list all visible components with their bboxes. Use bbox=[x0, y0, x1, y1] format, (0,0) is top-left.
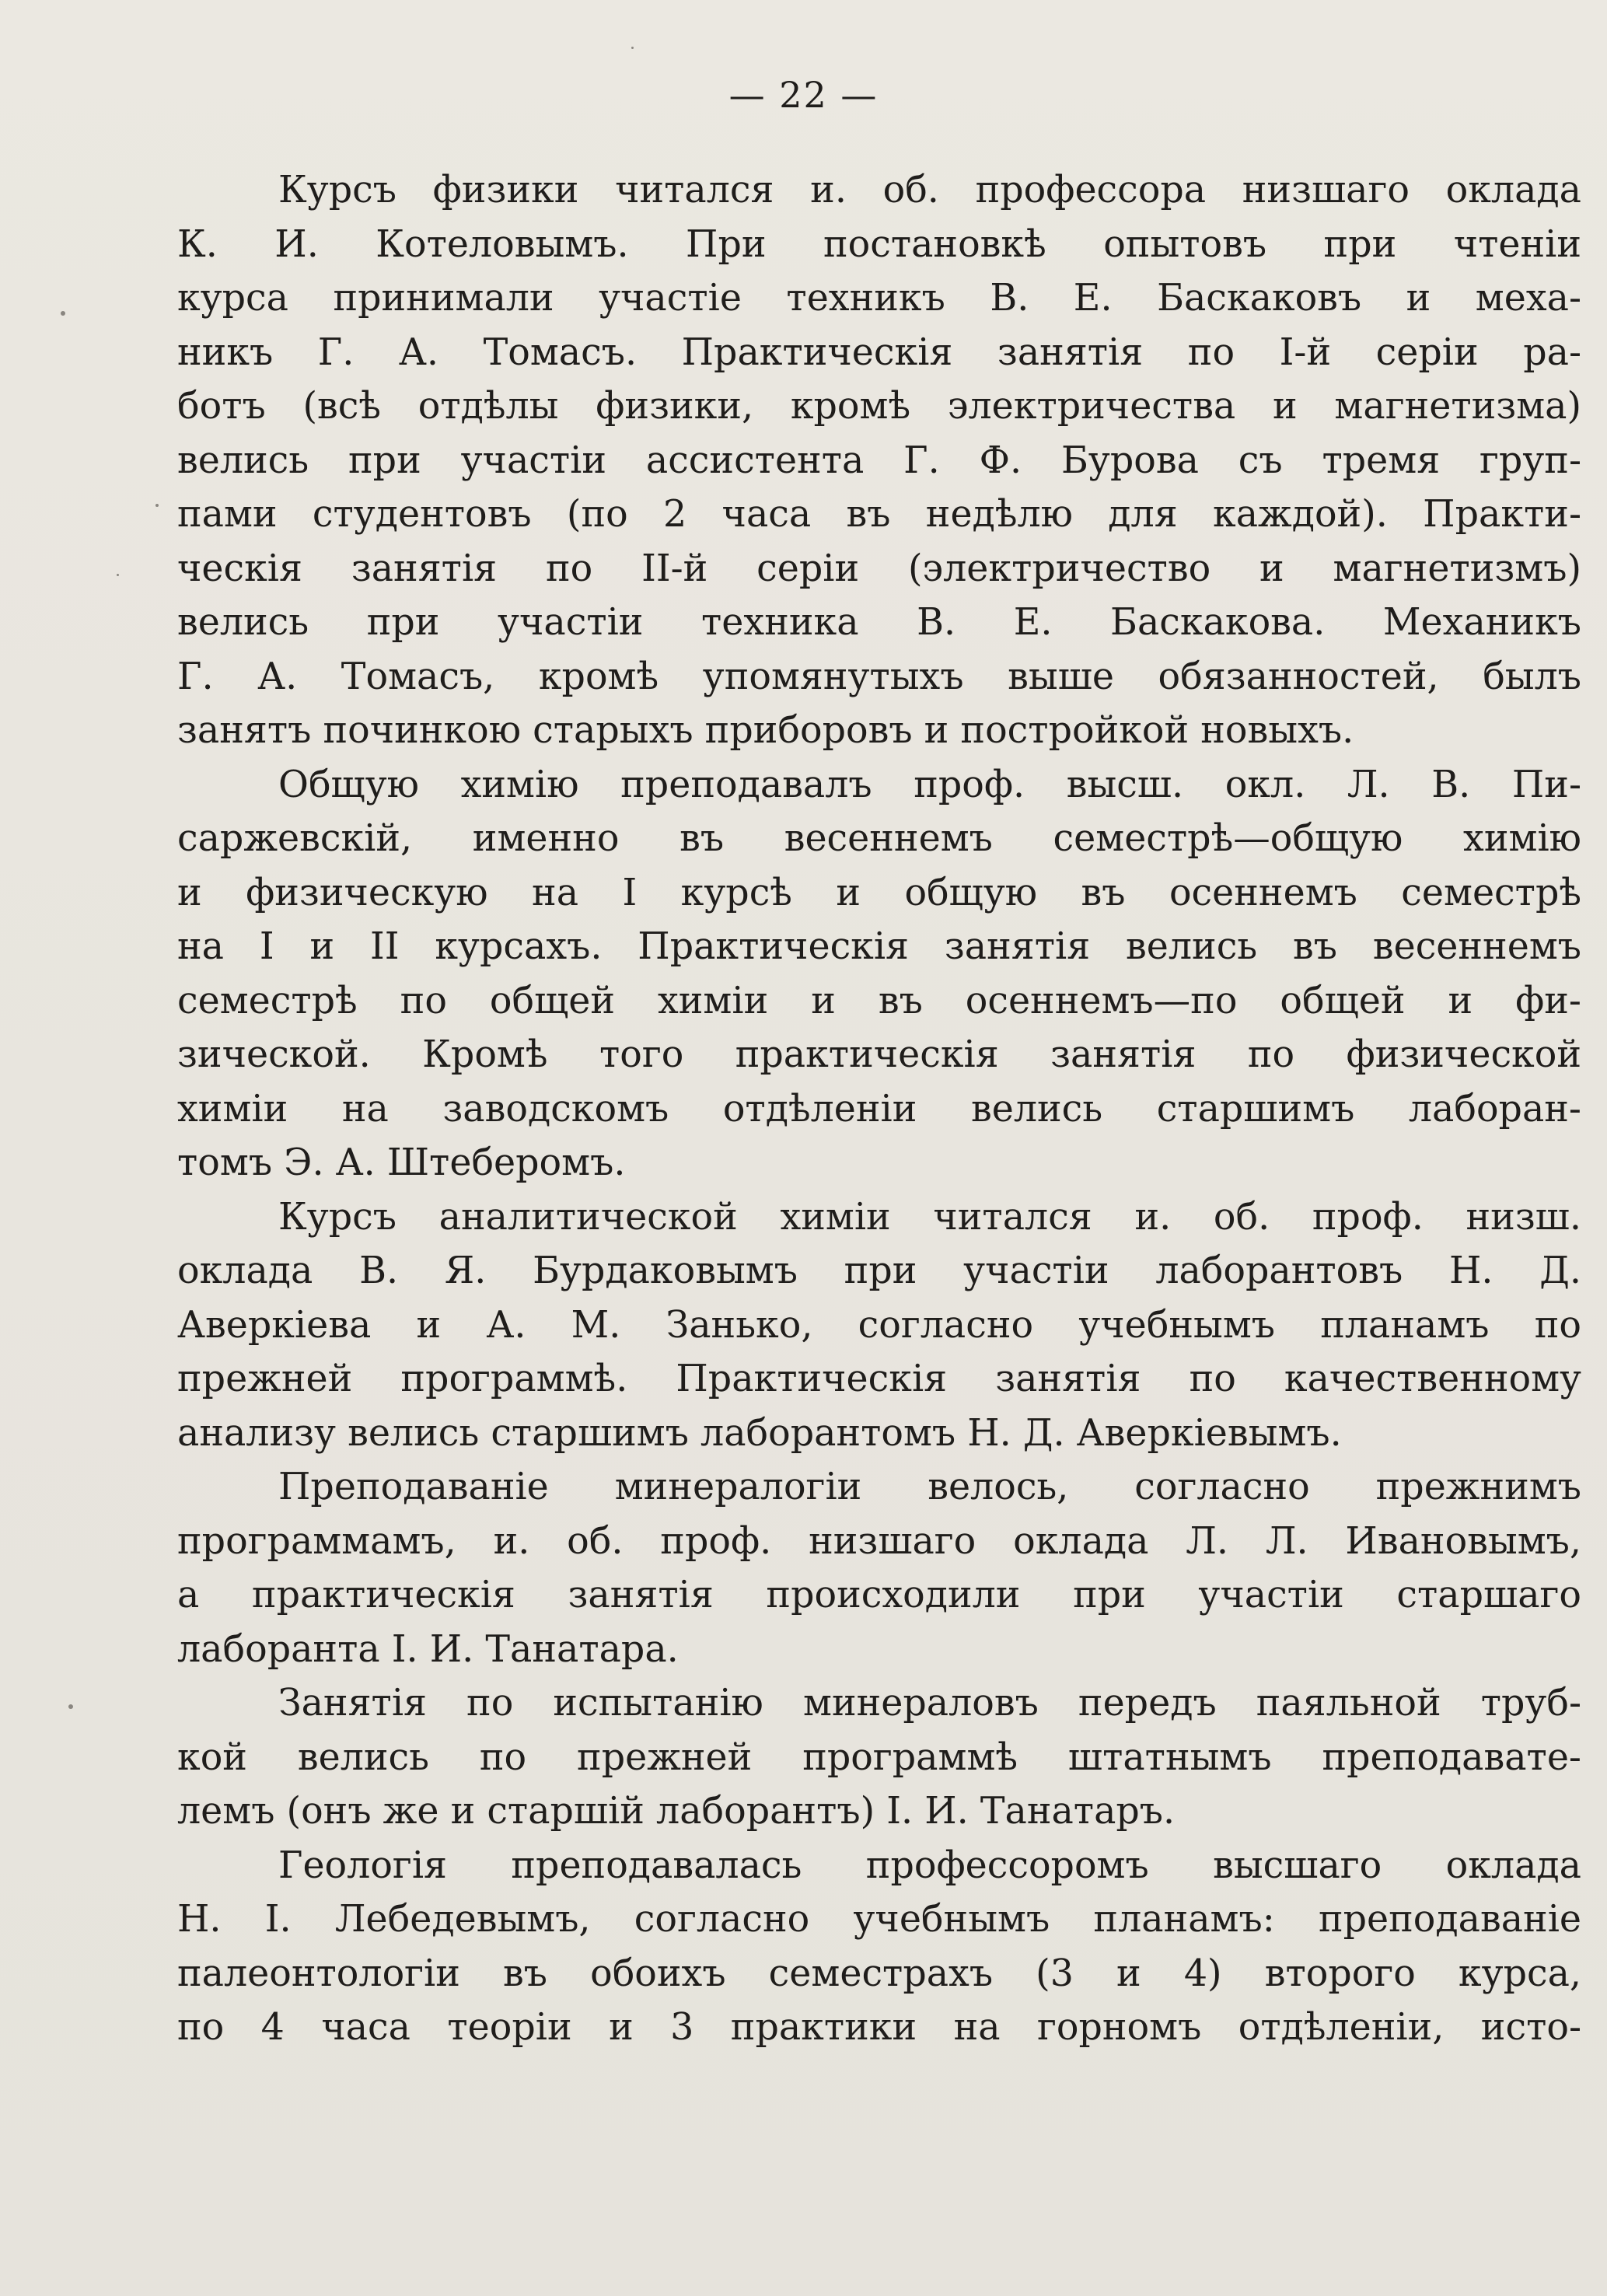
page-number: — 22 — bbox=[728, 74, 879, 116]
paper-speck bbox=[631, 47, 634, 49]
text-line: велись при участіи техника В. Е. Баскакова. Механикъ bbox=[177, 601, 1581, 644]
text-line: Курсъ физики читался и. об. профессора низшаго оклада bbox=[278, 169, 1581, 211]
text-line: Геологія преподавалась профессоромъ высшаго оклада bbox=[278, 1843, 1581, 1887]
text-line: никъ Г. А. Томасъ. Практическія занятія по I-й серіи ра- bbox=[177, 330, 1581, 374]
paragraph-analytical-chemistry bbox=[177, 1190, 1581, 1461]
text-line: Н. I. Лебедевымъ, согласно учебнымъ планамъ: преподаваніе bbox=[177, 1898, 1581, 1941]
text-line: кой велись по прежней программѣ штатнымъ преподавате- bbox=[177, 1735, 1581, 1779]
text-line: Общую химію преподавалъ проф. высш. окл. Л. В. Пи- bbox=[278, 763, 1581, 806]
text-line: ботъ (всѣ отдѣлы физики, кромѣ электричества и магнетизма) bbox=[177, 385, 1581, 428]
text-line: Г. А. Томасъ, кромѣ упомянутыхъ выше обязанностей, былъ bbox=[177, 655, 1581, 698]
paragraph-physics bbox=[177, 163, 1581, 758]
text-line: велись при участіи ассистента Г. Ф. Бурова съ тремя груп- bbox=[177, 439, 1581, 482]
text-line: лемъ (онъ же и старшій лаборантъ) I. И. Танатаръ. bbox=[177, 1790, 1176, 1833]
text-line: химіи на заводскомъ отдѣленіи велись старшимъ лаборан- bbox=[177, 1087, 1581, 1131]
text-line: палеонтологіи въ обоихъ семестрахъ (3 и 4) второго курса, bbox=[177, 1952, 1581, 1995]
text-line: на I и II курсахъ. Практическія занятія велись въ весеннемъ bbox=[177, 925, 1581, 968]
text-line: зической. Кромѣ того практическія занятія по физической bbox=[177, 1033, 1581, 1076]
text-line: а практическія занятія происходили при участіи старшаго bbox=[177, 1574, 1581, 1616]
text-line: оклада В. Я. Бурдаковымъ при участіи лаборантовъ Н. Д. bbox=[177, 1249, 1581, 1292]
paper-speck bbox=[155, 504, 159, 507]
text-line: и физическую на I курсѣ и общую въ осеннемъ семестрѣ bbox=[177, 871, 1581, 914]
text-line: Курсъ аналитической химіи читался и. об. проф. низш. bbox=[278, 1195, 1581, 1239]
text-line: пами студентовъ (по 2 часа въ недѣлю для каждой). Практи- bbox=[177, 493, 1581, 536]
text-line: прежней программѣ. Практическія занятія по качественному bbox=[177, 1358, 1581, 1400]
paragraph-geology bbox=[177, 1839, 1581, 2055]
text-line: Аверкіева и А. М. Занько, согласно учебнымъ планамъ по bbox=[177, 1303, 1581, 1347]
paragraph-blowpipe bbox=[177, 1676, 1581, 1839]
paragraph-general-chemistry bbox=[177, 758, 1581, 1190]
text-line: семестрѣ по общей химіи и въ осеннемъ—по общей и фи- bbox=[177, 979, 1581, 1022]
text-line: саржевскій, именно въ весеннемъ семестрѣ—общую химію bbox=[177, 817, 1581, 860]
text-line: ческія занятія по II-й серіи (электричество и магнетизмъ) bbox=[177, 547, 1581, 590]
text-line: Преподаваніе минералогіи велось, согласно прежнимъ bbox=[278, 1466, 1581, 1508]
text-line: томъ Э. А. Штеберомъ. bbox=[177, 1141, 626, 1184]
text-line: лаборанта I. И. Танатара. bbox=[177, 1627, 679, 1671]
text-line: занятъ починкою старыхъ приборовъ и постройкой новыхъ. bbox=[177, 709, 1354, 752]
text-line: К. И. Котеловымъ. При постановкѣ опытовъ при чтеніи bbox=[177, 222, 1581, 266]
text-line: анализу велись старшимъ лаборантомъ Н. Д. Аверкіевымъ. bbox=[177, 1411, 1342, 1455]
text-line: по 4 часа теоріи и 3 практики на горномъ отдѣленіи, исто- bbox=[177, 2006, 1581, 2049]
paper-speck bbox=[117, 574, 119, 576]
text-line: программамъ, и. об. проф. низшаго оклада Л. Л. Ивановымъ, bbox=[177, 1519, 1581, 1563]
text-line: Занятія по испытанію минераловъ передъ паяльной труб- bbox=[278, 1682, 1581, 1725]
paper-speck bbox=[68, 1704, 73, 1709]
body-text bbox=[177, 163, 1581, 2055]
paper-speck bbox=[61, 311, 65, 316]
paragraph-mineralogy bbox=[177, 1460, 1581, 1676]
text-line: курса принимали участіе техникъ В. Е. Баскаковъ и меха- bbox=[177, 277, 1581, 320]
